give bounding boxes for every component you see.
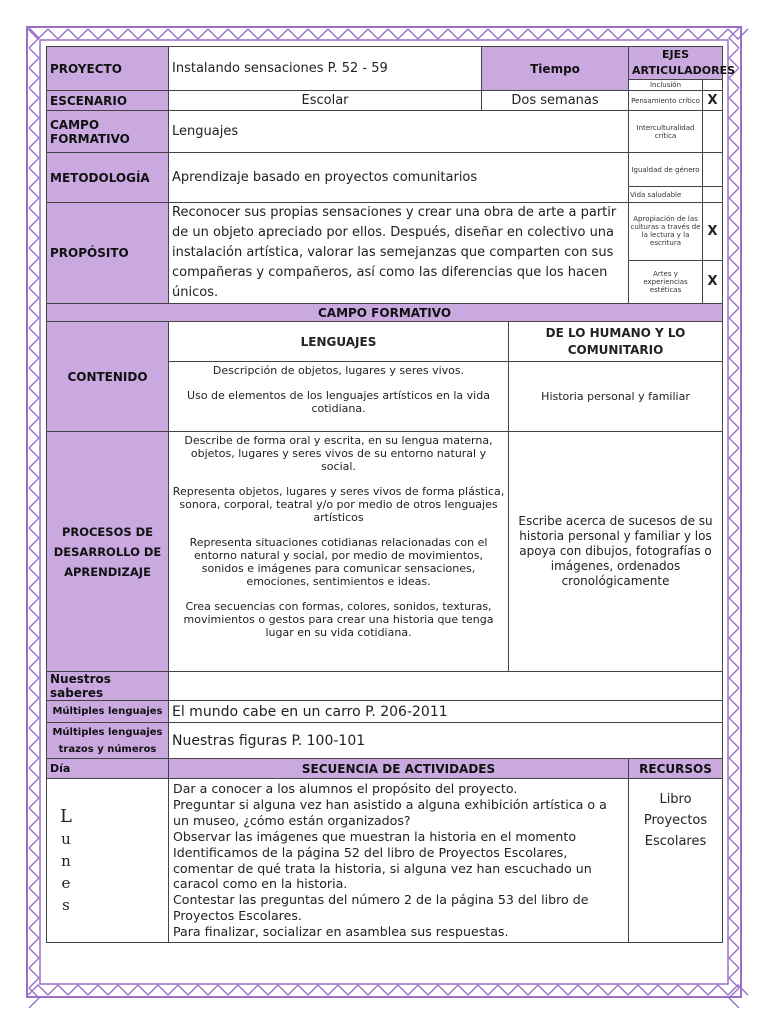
recurso-item: Escolares [644, 834, 707, 849]
procesos-label: PROCESOS DE DESARROLLO DE APRENDIZAJE [47, 432, 169, 672]
procesos-lenguajes [169, 432, 509, 672]
trazos-value: Nuestras figuras P. 100-101 [169, 723, 723, 759]
humano-header: DE LO HUMANO Y LO COMUNITARIO [509, 322, 723, 362]
proceso-item: Representa situaciones cotidianas relacionadas con el entorno natural y social, por medio de movimientos, sonidos e imágenes para comunicar sensaciones, emociones, sentimientos e ideas. [189, 536, 488, 588]
ornament-zigzag [28, 29, 748, 39]
eje-item: Apropiación de las culturas a través de la lectura y la escritura [629, 203, 703, 261]
recursos-cell [629, 779, 723, 943]
dia-cell [47, 779, 169, 943]
recursos-label: RECURSOS [629, 759, 723, 779]
eje-item: Vida saludable [629, 187, 703, 203]
project-table [46, 46, 736, 943]
saberes-label: Nuestros saberes [47, 672, 169, 701]
eje-mark [703, 153, 723, 187]
eje-mark: X [703, 203, 723, 261]
eje-item: Igualdad de género [629, 153, 703, 187]
contenido-item: Descripción de objetos, lugares y seres vivos. [212, 364, 465, 377]
proposito-label: PROPÓSITO [47, 203, 169, 304]
campo-label: CAMPO FORMATIVO [47, 111, 169, 153]
actividad-item: Contestar las preguntas del número 2 de la página 53 del libro de Proyectos Escolares. [173, 892, 589, 924]
dia-letter: s [62, 895, 70, 914]
contenido-label: CONTENIDO [47, 322, 169, 432]
actividades-cell [169, 779, 629, 943]
saberes-value [169, 672, 723, 701]
actividad-item: Para finalizar, socializar en asamblea sus respuestas. [173, 924, 509, 940]
lenguajes-header: LENGUAJES [169, 322, 509, 362]
multiples-label: Múltiples lenguajes [47, 701, 169, 723]
ejes-title: EJES ARTICULADORES [629, 47, 723, 80]
dia-letter: u [61, 829, 71, 848]
contenido-humano: Historia personal y familiar [509, 362, 723, 432]
multiples-value: El mundo cabe en un carro P. 206-2011 [169, 701, 723, 723]
metodologia-value: Aprendizaje basado en proyectos comunitarios [169, 153, 629, 203]
eje-mark [703, 187, 723, 203]
metodologia-label: METODOLOGÍA [47, 153, 169, 203]
actividad-item: Observar las imágenes que muestran la historia en el momento Identificamos de la página 52 del libro de Proyectos Escolares, comentar de qué trata la historia, si alguna vez han escuchado un caracol como en la historia. [173, 828, 592, 892]
ornament-zigzag [28, 985, 748, 995]
recurso-item: Libro [659, 792, 692, 807]
eje-item: Pensamiento crítico [629, 91, 703, 111]
tiempo-value: Dos semanas [482, 91, 629, 111]
proposito-value: Reconocer sus propias sensaciones y crear una obra de arte a partir de un objeto apreciado por ellos. Después, diseñar en colectivo una instalación artística, valorar las semejanzas que comparten con sus compañeras y compañeros, así como las diferencias que los hacen únicos. [169, 203, 629, 304]
proceso-item: Describe de forma oral y escrita, en su lengua materna, objetos, lugares y seres vivos de su entorno natural y social. [184, 434, 493, 473]
contenido-lenguajes [169, 362, 509, 432]
campo-value: Lenguajes [169, 111, 629, 153]
eje-item: Artes y experiencias estéticas [629, 260, 703, 303]
actividad-item: Preguntar si alguna vez han asistido a alguna exhibición artística o a un museo, ¿cómo están organizados? [173, 796, 607, 828]
ornament-zigzag [729, 28, 739, 1008]
ornament-zigzag [29, 28, 39, 1008]
proyecto-label: PROYECTO [47, 47, 169, 91]
eje-item: Interculturalidad crítica [629, 111, 703, 153]
planning-sheet [46, 46, 736, 943]
proyecto-value: Instalando sensaciones P. 52 - 59 [169, 47, 482, 91]
recurso-item: Proyectos [643, 813, 708, 828]
eje-mark [703, 111, 723, 153]
dia-letter: L [60, 805, 72, 827]
trazos-label: Múltiples lenguajes trazos y números [47, 723, 169, 759]
secuencia-title: SECUENCIA DE ACTIVIDADES [169, 759, 629, 779]
eje-item: Inclusión [629, 80, 703, 91]
dia-letter: e [61, 873, 71, 892]
dia-label: Día [47, 759, 169, 779]
tiempo-label: Tiempo [482, 47, 629, 91]
dia-letters [47, 806, 85, 916]
escenario-label: ESCENARIO [47, 91, 169, 111]
actividad-item: Dar a conocer a los alumnos el propósito del proyecto. [173, 781, 518, 796]
escenario-value: Escolar [169, 91, 482, 111]
eje-mark [703, 80, 723, 91]
eje-mark: X [703, 91, 723, 111]
procesos-humano: Escribe acerca de sucesos de su historia personal y familiar y los apoya con dibujos, fotografías o imágenes, ordenados cronológicamente [509, 432, 723, 672]
proceso-item: Crea secuencias con formas, colores, sonidos, texturas, movimientos o gestos para crear una historia que tenga lugar en su vida cotidiana. [183, 600, 494, 639]
eje-mark: X [703, 260, 723, 303]
proceso-item: Representa objetos, lugares y seres vivos de forma plástica, sonora, corporal, teatral y/o por medio de otros lenguajes artísticos [172, 485, 505, 524]
campo-formativo-header: CAMPO FORMATIVO [47, 304, 723, 322]
contenido-item: Uso de elementos de los lenguajes artísticos en la vida cotidiana. [187, 389, 490, 415]
dia-letter: n [61, 851, 71, 870]
